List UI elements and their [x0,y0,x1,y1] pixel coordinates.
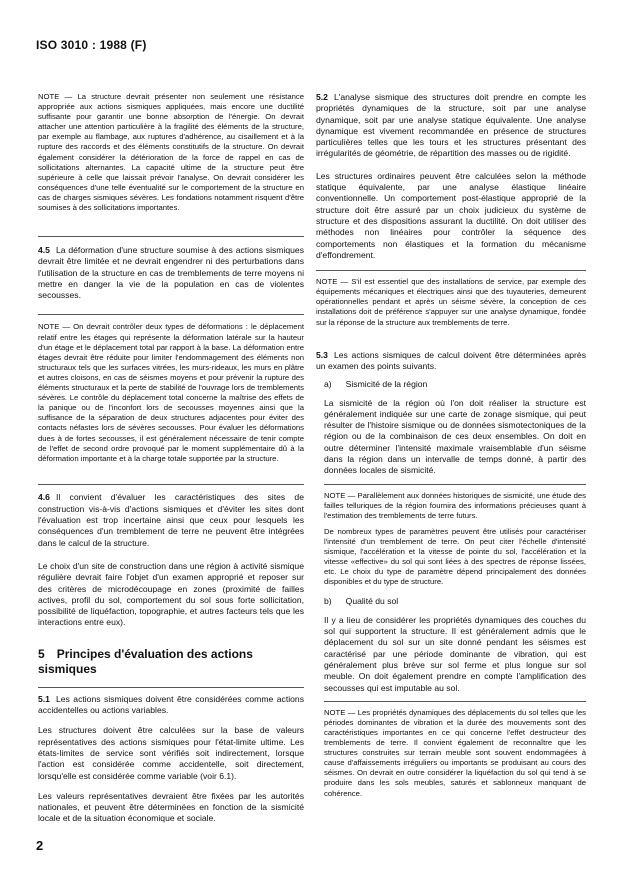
right-column [316,92,586,799]
document-header: ISO 3010 : 1988 (F) [36,38,147,52]
note-4-5: NOTE — On devrait contrôler deux types de déformations : le déplacement relatif entre les étages qui représente la déformation latérale sur la hauteur d'un étage et le déplacement total par rapport à la base. La déformation entre étages devrait être réduite pour limiter l'endommagement des éléments non structuraux tels que les surfaces vitrées, les murs-rideaux, les murs en plâtre et autres cloisons, en cas de séismes moyens et pour prévenir la rupture des éléments structuraux et la perte de stabilité de l'ouvrage lors de tremblements sévères. Le contrôle du déplacement total concerne la maîtrise des effets de la panique ou de l'inconfort lors de secousses moyennes ainsi que la suffisance de la séparation de deux structures adjacentes pour éviter des contacts néfastes lors de sévères secousses. Pour évaluer les déformations dues à de fortes secousses, il est généralement nécessaire de tenir compte de l'effet de second ordre provoqué par le moment supplémentaire dû à la déformation importante et à la charge totale supportée par la structure. [38,322,304,463]
section-5-1-paragraph-2: Les structures doivent être calculées sur la base de valeurs représentatives des actions sismiques pour l'état-limite ultime. Les états-limites de service sont vérifiés soit indirectement, lorsque l'action est considérée comme accidentelle, soit directement, lorsqu'elle est considérée comme variable (voir 6.1). [38,725,304,781]
section-4-5-paragraph [38,245,304,301]
subsection-b-heading [316,596,586,607]
section-5-number: 5 [38,646,45,661]
subsection-b-title: Qualité du sol [345,596,399,607]
section-5-title: Principes d'évaluation des actions sismiques [38,646,253,676]
section-4-6-number: 4.6 [38,492,50,503]
section-5-1-paragraph [38,694,304,717]
subsection-a-paragraph: La sismicité de la région où l'on doit réaliser la structure est généralement indiquée sur une carte de zonage sismique, qui peut résulter de l'histoire sismique ou de données sismotectoniques de la région ou de la combinaison de ces deux ensembles. On doit en outre déterminer l'intensité maximale vraisemblable d'un séisme dans la région dans un intervalle de temps donné, à partir des données locales de sismicité. [324,397,586,476]
section-5-heading [38,647,304,677]
subsection-b-paragraph: Il y a lieu de considérer les propriétés dynamiques des couches du sol qui supportent la structure. Il est généralement admis que le déplacement du sol sur un site donné pendant les séismes est caractérisé par une période dominante de vibration, qui est généralement plus brève sur sol ferme et plus longue sur sol meuble. On doit également prendre en compte l'amplification des secousses qui est imputable au sol. [324,614,586,693]
section-5-2-paragraph [316,92,586,160]
section-4-5-number: 4.5 [38,245,50,255]
note-5-2: NOTE — S'il est essentiel que des installations de service, par exemple des équipements mécaniques et électriques ainsi que des tuyauteries, demeurent opérationnelles pendant et après un séisme sévère, la conception de ces installations doit de préférence s'appuyer sur une analyse dynamique, fondée sur la réponse de la structure aux tremblements de terre. [316,277,586,327]
page-number: 2 [36,838,44,853]
note-5-3-a-2: De nombreux types de paramètres peuvent être utilisés pour caractériser l'intensité d'un tremblement de terre. On peut citer l'échelle d'intensité sismique, l'accélération et la vitesse de pointe du sol, l'accélération et la vitesse «effective» du sol qui sont liées à des spectres de réponse lissées, etc. Le choix du type de paramètre dépend principalement des données disponibles et du type de structure. [324,526,586,587]
section-4-6-paragraph-2: Le choix d'un site de construction dans une région à activité sismique régulière devrait faire l'objet d'un examen approprié et reposer sur des critères de microdécoupage en zones (proximité de failles actives, profil du sol, comportement du sol sous forte sollicitation, possibilité de liquéfaction, topographie, et autres facteurs tels que les interactions entre eux). [38,560,304,628]
section-5-2-text: L'analyse sismique des structures doit prendre en compte les propriétés dynamiques de la structure, soit par une analyse dynamique, soit par une analyse statique équivalente. Une analyse dynamique est vivement recommandée en présence de structures particulières telles que les tours et les structures présentant des irrégularités de géométrie, de répartition des masses ou de rigidité. [316,92,586,159]
section-5-3-paragraph [316,350,586,373]
section-5-1-text: Les actions sismiques doivent être considérées comme actions accidentelles ou actions variables. [38,693,304,716]
section-4-6-text: Il convient d'évaluer les caractéristiques des sites de construction vis-à-vis d'actions sismiques et d'éviter les sites dont l'évaluation est trop incertaine ainsi que ceux pour lesquels les conséquences d'un tremblement de terre ne peuvent être intégrées dans le calcul de la structure. [38,492,304,548]
section-4-5-text: La déformation d'une structure soumise à des actions sismiques devrait être limitée et ne devrait engendrer ni des perturbations dans l'utilisation de la structure en cas de tremblements de terre moyens ni mettre en danger la vie de la population en cas de violentes secousses. [38,245,304,301]
note-4-4: NOTE — La structure devrait présenter non seulement une résistance appropriée aux actions sismiques appliquées, mais encore une ductilité suffisante pour garantir une bonne absorption de l'énergie. On devrait attacher une attention particulière à la fragilité des éléments de la structure, par exemple au flambage, aux ruptures d'adhérence, au cisaillement et à la rupture des raccords et des éléments constitutifs de la structure. On devrait également considérer la détérioration de la force de rappel en cas de sollicitations alternantes. La capacité ultime de la structure peut être supérieure à celle que laissait prévoir l'analyse. On devrait considérer les conséquences d'une telle éventualité sur le comportement de la structure en cas de charges sismiques sévères. Les fondations notamment risquent d'être soumises à des sollicitations importantes. [38,92,304,213]
section-5-3-number: 5.3 [316,349,328,360]
section-5-2-number: 5.2 [316,92,328,102]
section-4-6-paragraph [38,492,304,548]
section-5-1-paragraph-3: Les valeurs représentatives devraient être fixées par les autorités nationales, et peuvent être déterminées en fonction de la sismicité locale et de la situation économique et sociale. [38,790,304,824]
section-5-2-paragraph-2: Les structures ordinaires peuvent être calculées selon la méthode statique équivalente, par une analyse élastique linéaire conventionnelle. Un comportement post-élastique approprié de la structure doit être assuré par un choix judicieux du système de structure et des dispositions assurant la ductilité. On doit utiliser des méthodes non linéaires pour contrôler la séquence des comportements non élastiques et la formation du mécanisme d'effondrement. [316,170,586,260]
note-5-3-b: NOTE — Les propriétés dynamiques des déplacements du sol telles que les périodes dominantes de vibration et la durée des mouvements sont des caractéristiques importantes en ce qui concerne l'effet destructeur des tremblements de terre. Il convient également de reconnaître que les structures construites sur terrain meuble sont souvent endommagées à cause d'affaissements irréguliers ou importants se produisant au cours des séismes. On devrait en outre considérer la liquéfaction du sol qui tend à se produire dans les sols meubles, saturés et sablonneux manquant de cohérence. [324,707,586,798]
subsection-a-letter: a) [324,379,332,390]
note-5-3-a: NOTE — Parallèlement aux données historiques de sismicité, une étude des failles telluriques de la région fournira des informations précieuses quant à l'estimation des tremblements de terre futurs. [324,490,586,520]
section-5-3-text: Les actions sismiques de calcul doivent être déterminées après un examen des points suivants. [316,349,586,371]
left-column [38,92,304,825]
subsection-b-letter: b) [324,596,332,607]
subsection-a-heading [316,379,586,390]
subsection-a-title: Sismicité de la région [345,379,428,390]
section-5-1-number: 5.1 [38,693,50,704]
